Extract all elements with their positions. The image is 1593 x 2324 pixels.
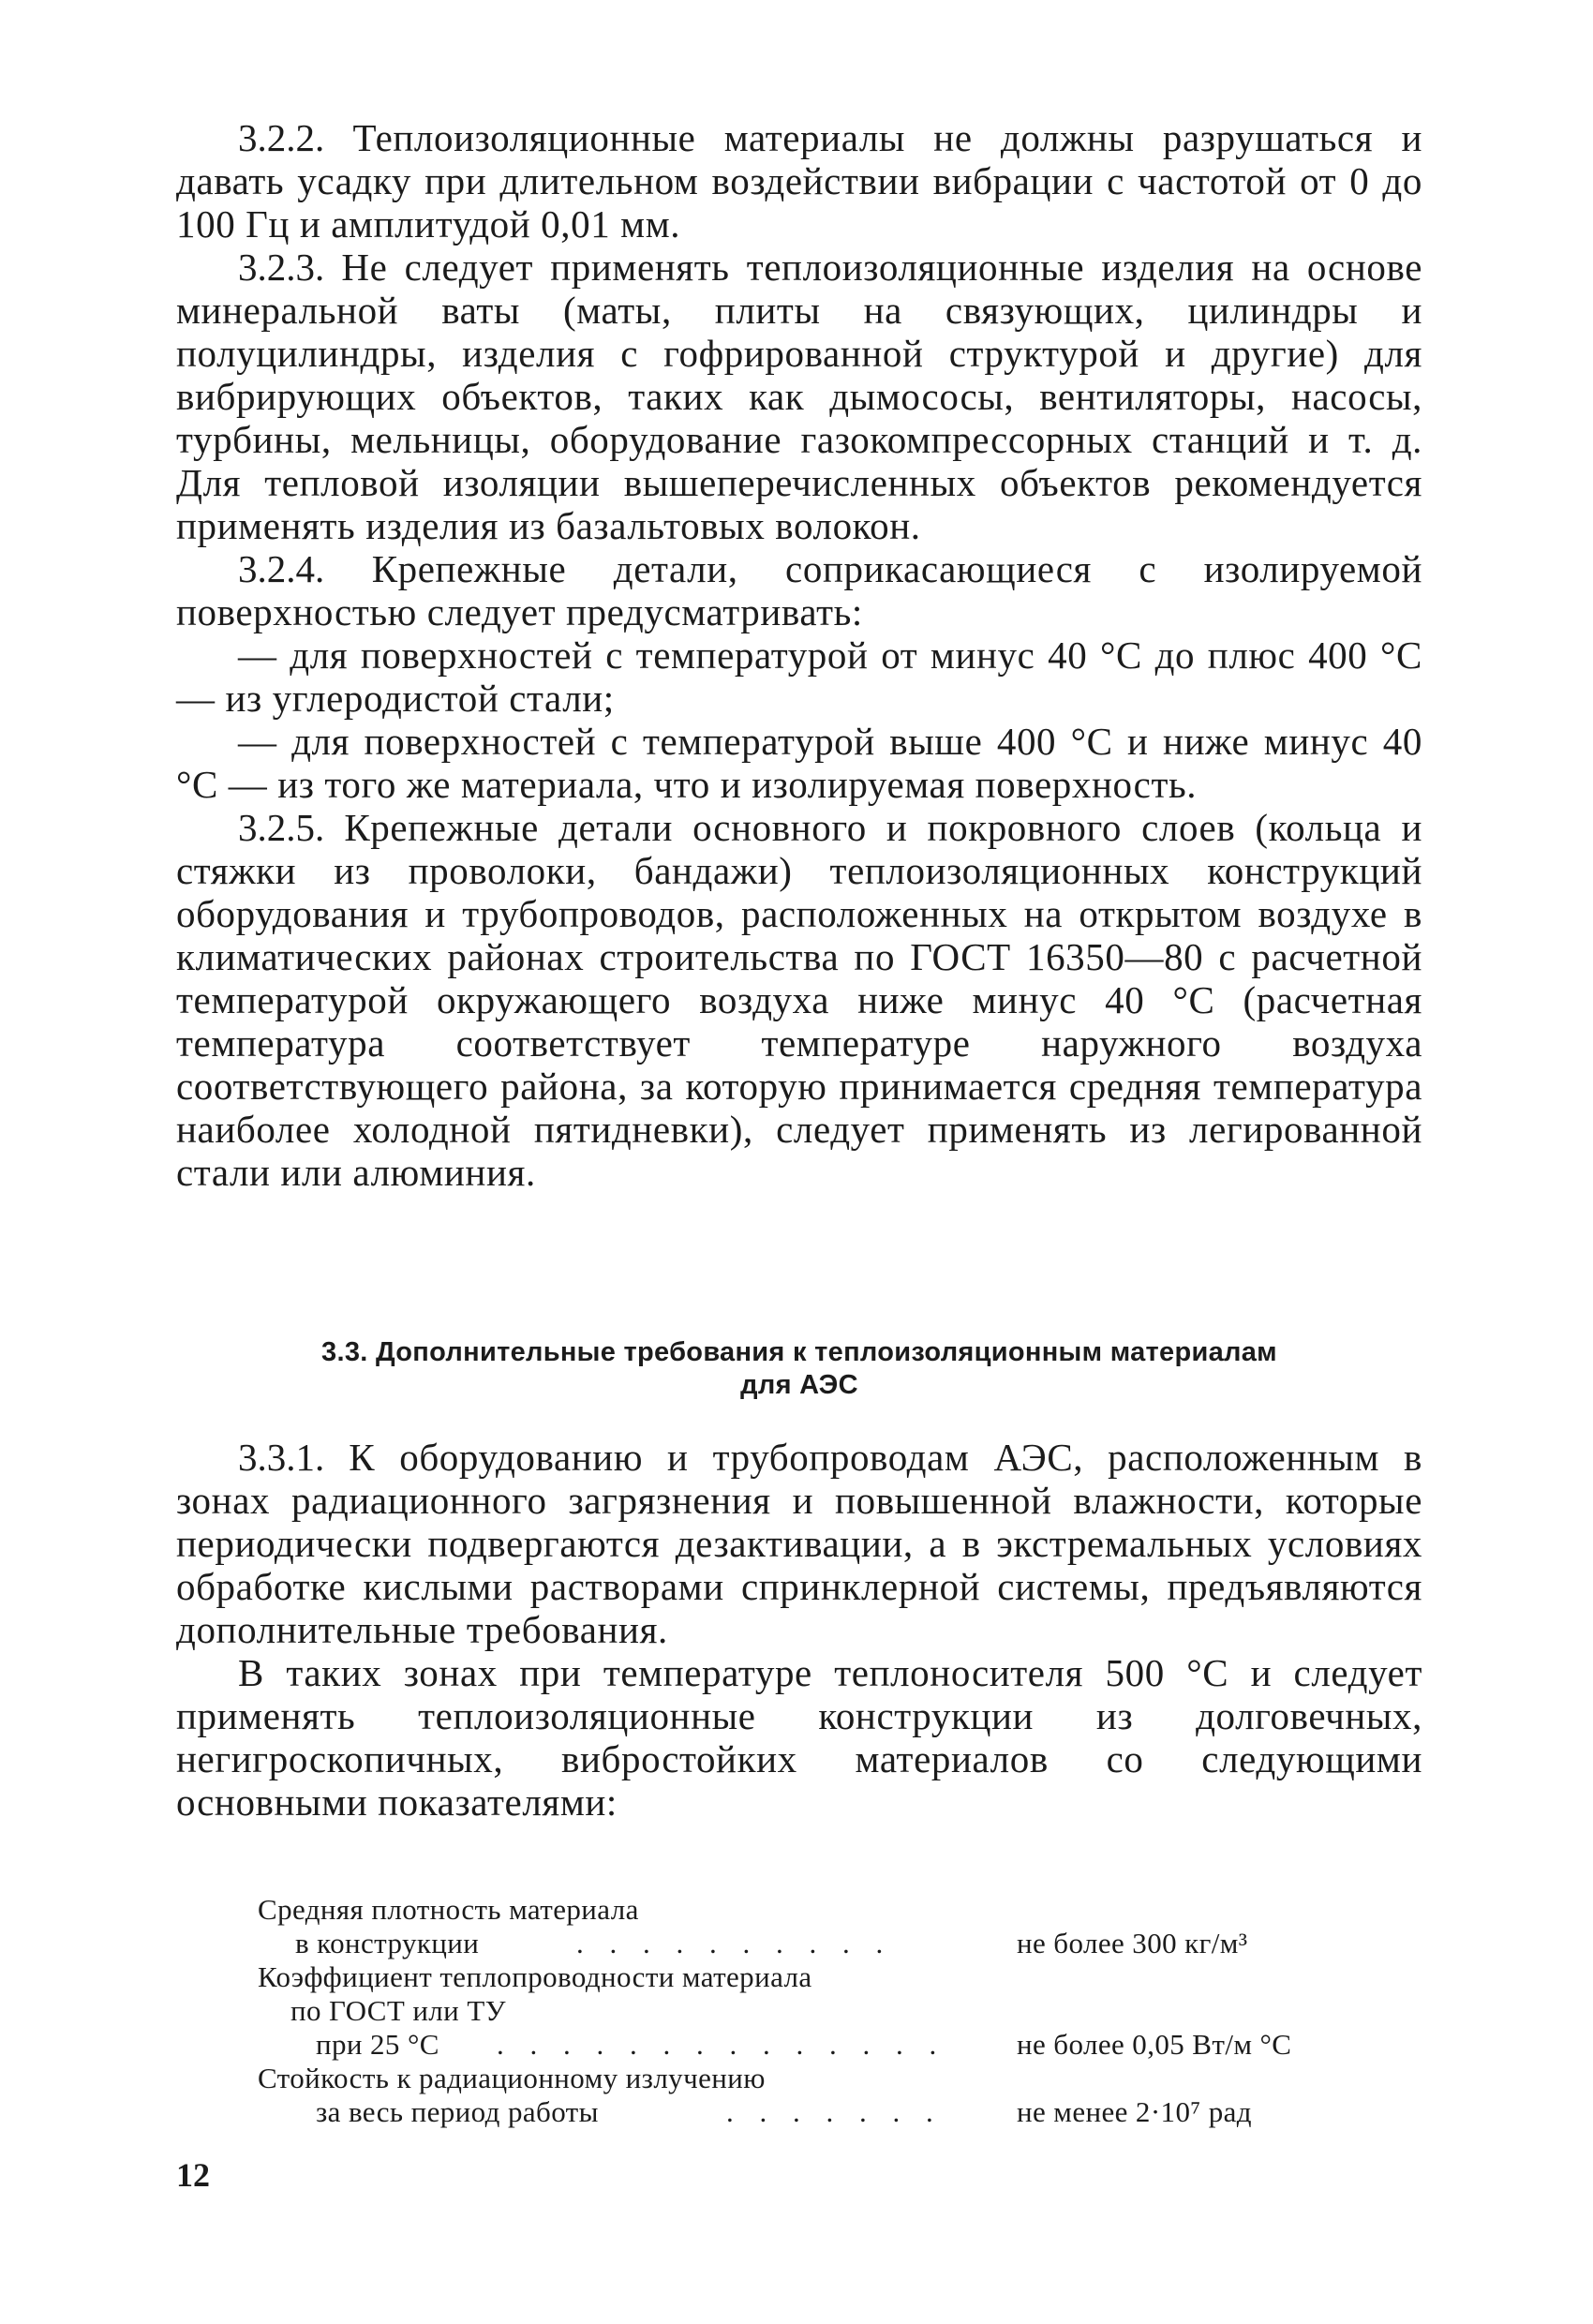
property-label: Стойкость к радиационному излучению — [258, 2062, 766, 2094]
paragraph-text: В таких зонах при температуре теплоносителя 500 °C и следует применять теплоизоляционные конструкции из долговечных, негигроскопичных, вибростойких материалов со следующими основными показателями: — [176, 1651, 1422, 1824]
property-value: не более 300 кг/м³ — [1017, 1927, 1248, 1959]
clause-number: 3.2.5. — [238, 806, 325, 849]
paragraph-text: Теплоизоляционные материалы не должны разрушаться и давать усадку при длительном воздействии вибрации с частотой от 0 до 100 Гц и амплитудой 0,01 мм. — [176, 116, 1422, 246]
clause-number: 3.2.2. — [238, 116, 325, 159]
property-label: Средняя плотность материала — [258, 1893, 639, 1926]
leader-dots: . . . . . . . . . . — [576, 1927, 893, 1959]
clause-number: 3.3.1. — [238, 1436, 325, 1479]
clause-number: 3.2.4. — [238, 547, 325, 590]
property-label: Коэффициент теплопроводности материала — [258, 1960, 812, 1993]
paragraph-3-2-5 — [176, 806, 1422, 1194]
leader-dots: . . . . . . . . . . . . . . — [497, 2028, 946, 2061]
paragraph-text: Не следует применять теплоизоляционные изделия на основе минеральной ваты (маты, плиты на связующих, цилиндры и полуцилиндры, изделия с гофрированной структурой и другие) для вибрирующих объектов, таких как дымососы, вентиляторы, насосы, турбины, мельницы, оборудование газокомпрессорных станций и т. д. Для тепловой изоляции вышеперечисленных объектов рекомендуется применять изделия из базальтовых волокон. — [176, 246, 1422, 547]
property-value: не менее 2·10⁷ рад — [1017, 2095, 1252, 2128]
page-number: 12 — [176, 2156, 210, 2194]
property-label: за весь период работы — [316, 2095, 599, 2128]
paragraph-text: К оборудованию и трубопроводам АЭС, расположенным в зонах радиационного загрязнения и повышенной влажности, которые периодически подвергаются дезактивации, а в экстремальных условиях обработке кислыми растворами спринклерной системы, предъявляются дополнительные требования. — [176, 1436, 1422, 1651]
body-text-top — [176, 116, 1422, 1194]
paragraph-text: Крепежные детали основного и покровного слоев (кольца и стяжки из проволоки, бандажи) теплоизоляционных конструкций оборудования и трубопроводов, расположенных на открытом воздухе в климатических районах строительства по ГОСТ 16350—80 с расчетной температурой окружающего воздуха ниже минус 40 °C (расчетная температура соответствует температуре наружного воздуха соответствующего района, за которую принимается средняя температура наиболее холодной пятидневки), следует применять из легированной стали или алюминия. — [176, 806, 1422, 1194]
section-heading-line-1: 3.3. Дополнительные требования к теплоизоляционным материалам — [321, 1337, 1277, 1367]
section-heading-3-3 — [176, 1336, 1422, 1402]
list-item-dash-1 — [176, 633, 1422, 720]
body-text-bottom — [176, 1436, 1422, 1824]
list-item-text: — для поверхностей с температурой от минус 40 °C до плюс 400 °C — из углеродистой стали; — [176, 633, 1422, 720]
clause-number: 3.2.3. — [238, 246, 325, 289]
paragraph-3-3-1 — [176, 1436, 1422, 1651]
property-label: при 25 °C — [316, 2028, 439, 2061]
list-item-dash-2 — [176, 720, 1422, 806]
list-item-text: — для поверхностей с температурой выше 400 °C и ниже минус 40 °C — из того же материала, что и изолируемая поверхность. — [176, 720, 1422, 806]
section-heading-line-2: для АЭС — [740, 1370, 858, 1400]
paragraph-3-3-1-continued — [176, 1651, 1422, 1824]
property-label: по ГОСТ или ТУ — [290, 1994, 507, 2027]
paragraph-3-2-3 — [176, 246, 1422, 547]
property-label: в конструкции — [295, 1927, 480, 1959]
leader-dots: . . . . . . . — [726, 2095, 943, 2128]
paragraph-3-2-4 — [176, 547, 1422, 633]
paragraph-3-2-2 — [176, 116, 1422, 246]
paragraph-text: Крепежные детали, соприкасающиеся с изолируемой поверхностью следует предусматривать: — [176, 547, 1422, 633]
property-value: не более 0,05 Вт/м °C — [1017, 2028, 1292, 2061]
